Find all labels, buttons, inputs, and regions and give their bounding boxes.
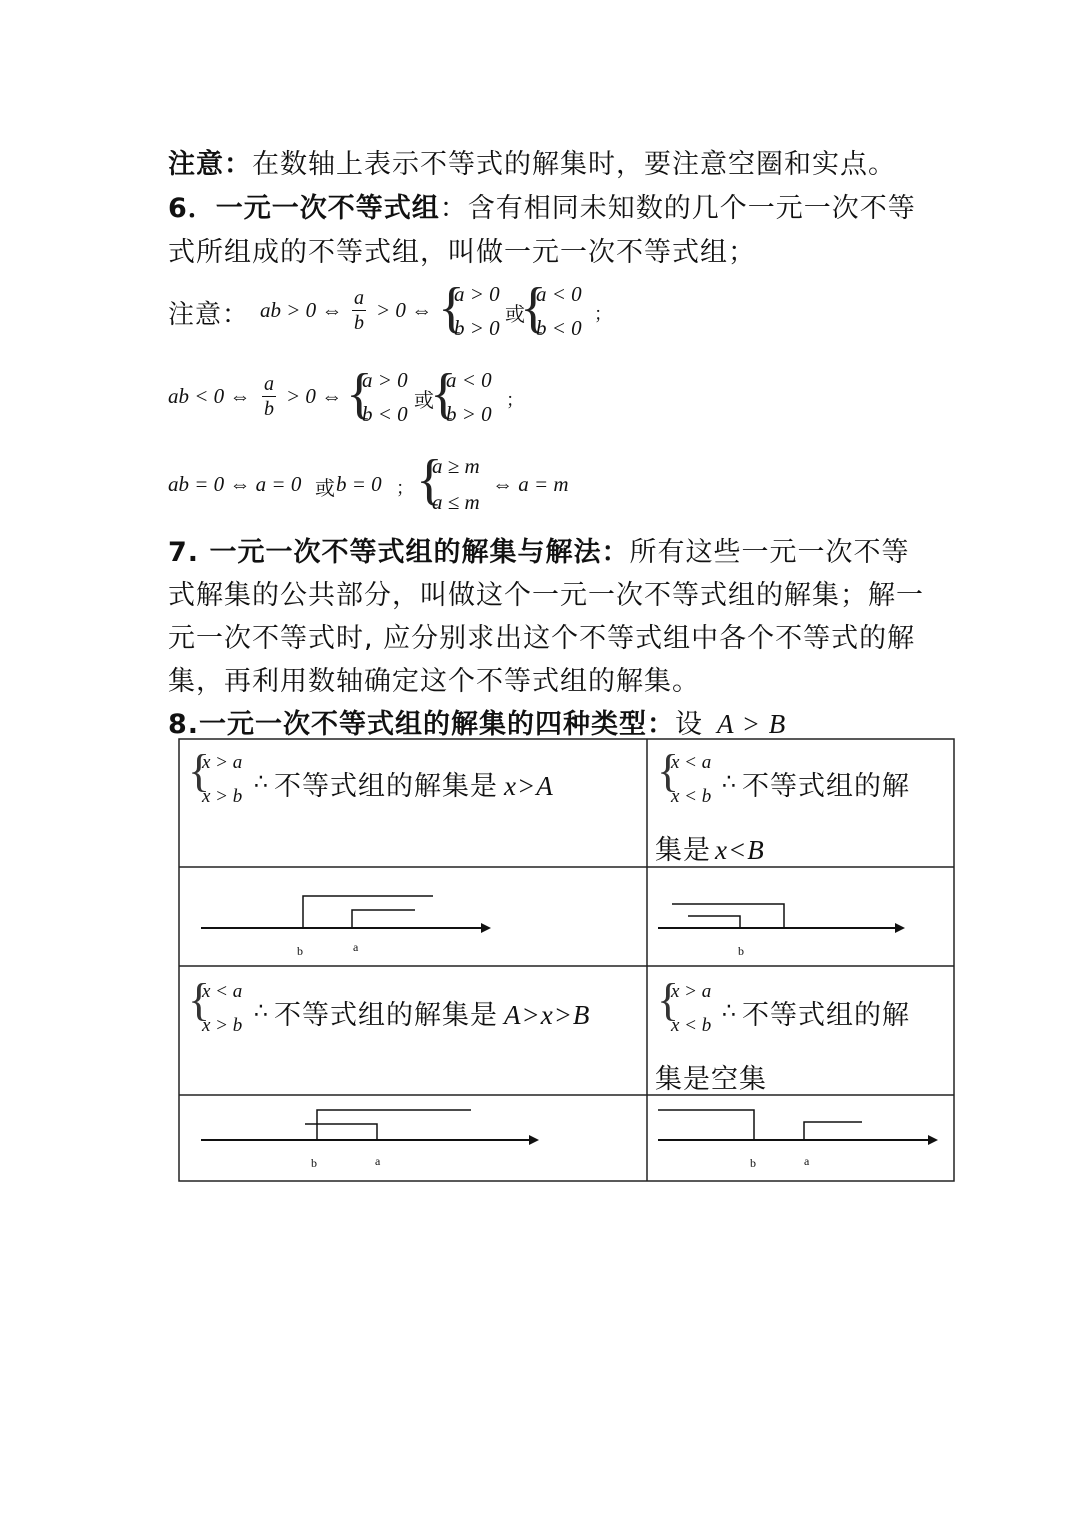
r3-sys-b: a ≤ m <box>432 490 480 514</box>
sec8-line <box>168 702 786 741</box>
c2-text2 <box>655 828 765 867</box>
r2-sys2-a: a < 0 <box>446 368 492 392</box>
c3-text <box>274 993 590 1032</box>
c3-ineq-a: x < a <box>202 981 243 1002</box>
solution-types-table <box>178 738 955 1182</box>
nl4-label-b: b <box>750 1156 756 1170</box>
c4-text2: 集是空集 <box>655 1064 767 1095</box>
r2-frac-d: b <box>264 398 274 420</box>
c1-brace: { <box>188 745 211 796</box>
c3-therefore: ∴ <box>254 999 268 1024</box>
sec8-cond: A > B <box>717 709 787 739</box>
r1-sys1-a: a > 0 <box>454 282 500 306</box>
c1-result: x>A <box>504 771 554 801</box>
c2-result: x<B <box>715 835 765 865</box>
r3-end: ⇔ a = m <box>492 472 569 496</box>
c4-ineq-b: x < b <box>671 1015 712 1036</box>
c2-ineq-b: x < b <box>671 786 712 807</box>
r1-frac <box>352 286 366 335</box>
r2-sys1-a: a > 0 <box>362 368 408 392</box>
nl3-label-a: a <box>375 1154 381 1168</box>
c2-text2-label: 集是 <box>655 835 711 866</box>
c3-brace: { <box>188 974 211 1025</box>
r1-frac-n: a <box>354 287 364 309</box>
c4-text: 不等式组的解 <box>742 1000 910 1031</box>
sec7-line1 <box>168 530 909 569</box>
sec7-heading: 7. 一元一次不等式组的解集与解法： <box>168 537 630 568</box>
r1-lhs: ab > 0 ⇔ <box>260 298 343 322</box>
r1-sys2-a: a < 0 <box>536 282 582 306</box>
note-label: 注意： <box>168 149 252 180</box>
r1-brace1: { <box>438 277 465 339</box>
r2-end: ； <box>506 390 524 411</box>
c4-brace: { <box>657 974 680 1025</box>
c1-therefore: ∴ <box>254 770 268 795</box>
note-line <box>168 142 896 181</box>
nl2-label-b: b <box>738 944 744 958</box>
nl1-label-a: a <box>353 940 359 954</box>
r3-sep: ； <box>396 478 414 499</box>
sec7-line2: 式解集的公共部分，叫做这个一元一次不等式组的解集；解一 <box>168 580 924 611</box>
r2-lhs: ab < 0 ⇔ <box>168 384 251 408</box>
sec8-heading: 8.一元一次不等式组的解集的四种类型： <box>168 709 676 740</box>
r1-end: ； <box>594 304 612 325</box>
r1-frac-d: b <box>354 312 364 334</box>
r2-or: 或 <box>414 388 434 412</box>
note-text: 在数轴上表示不等式的解集时，要注意空圈和实点。 <box>252 149 896 180</box>
r1-mid: > 0 ⇔ <box>376 298 433 322</box>
c4-therefore: ∴ <box>722 999 736 1024</box>
r2-sys2-b: b > 0 <box>446 402 492 426</box>
numberline-type3 <box>179 1096 646 1181</box>
r2-brace1: { <box>346 363 373 425</box>
nl3-label-b: b <box>311 1156 317 1170</box>
notes-label: 注意： <box>168 300 250 330</box>
r2-frac-n: a <box>264 373 274 395</box>
c3-ineq-b: x > b <box>202 1015 243 1036</box>
r2-sys1-b: b < 0 <box>362 402 408 426</box>
r1-sys1-b: b > 0 <box>454 316 500 340</box>
sec6-text1: ：含有相同未知数的几个一元一次不等 <box>439 193 916 224</box>
c1-ineq-a: x > a <box>202 752 243 773</box>
sec6-line2: 式所组成的不等式组，叫做一元一次不等式组； <box>168 237 756 268</box>
sec7-line3: 元一次不等式时, 应分别求出这个不等式组中各个不等式的解 <box>168 623 916 654</box>
r3-or: 或 <box>315 476 335 500</box>
c2-therefore: ∴ <box>722 770 736 795</box>
numberline-type1 <box>179 868 646 965</box>
sec6-line1 <box>168 186 916 225</box>
c2-ineq-a: x < a <box>671 752 712 773</box>
r3-lhs: ab = 0 ⇔ a = 0 <box>168 472 302 496</box>
nl4-label-a: a <box>804 1154 810 1168</box>
r2-mid: > 0 ⇔ <box>286 384 343 408</box>
c2-text: 不等式组的解 <box>742 771 910 802</box>
nl1-label-b: b <box>297 944 303 958</box>
r2-brace2: { <box>430 363 457 425</box>
c1-text-label: 不等式组的解集是 <box>274 771 498 802</box>
sec8-prefix: 设 <box>675 709 704 740</box>
r3-brace: { <box>416 449 443 511</box>
r1-sys2-b: b < 0 <box>536 316 582 340</box>
sec7-line4: 集，再利用数轴确定这个不等式组的解集。 <box>168 666 700 697</box>
r3-rhs: b = 0 <box>336 472 382 496</box>
r2-frac <box>262 372 276 421</box>
numberline-type2 <box>648 868 954 965</box>
numberline-type4 <box>648 1096 954 1181</box>
r1-brace2: { <box>520 277 547 339</box>
sec7-text1: 所有这些一元一次不等 <box>629 537 910 568</box>
c4-ineq-a: x > a <box>671 981 712 1002</box>
c3-result: A>x>B <box>504 1000 591 1030</box>
c1-text <box>274 764 554 803</box>
c2-brace: { <box>657 745 680 796</box>
r3-sys-a: a ≥ m <box>432 454 480 478</box>
sec6-heading: 6．一元一次不等式组 <box>168 193 440 224</box>
c3-text-label: 不等式组的解集是 <box>274 1000 498 1031</box>
r1-or: 或 <box>505 302 525 326</box>
c1-ineq-b: x > b <box>202 786 243 807</box>
